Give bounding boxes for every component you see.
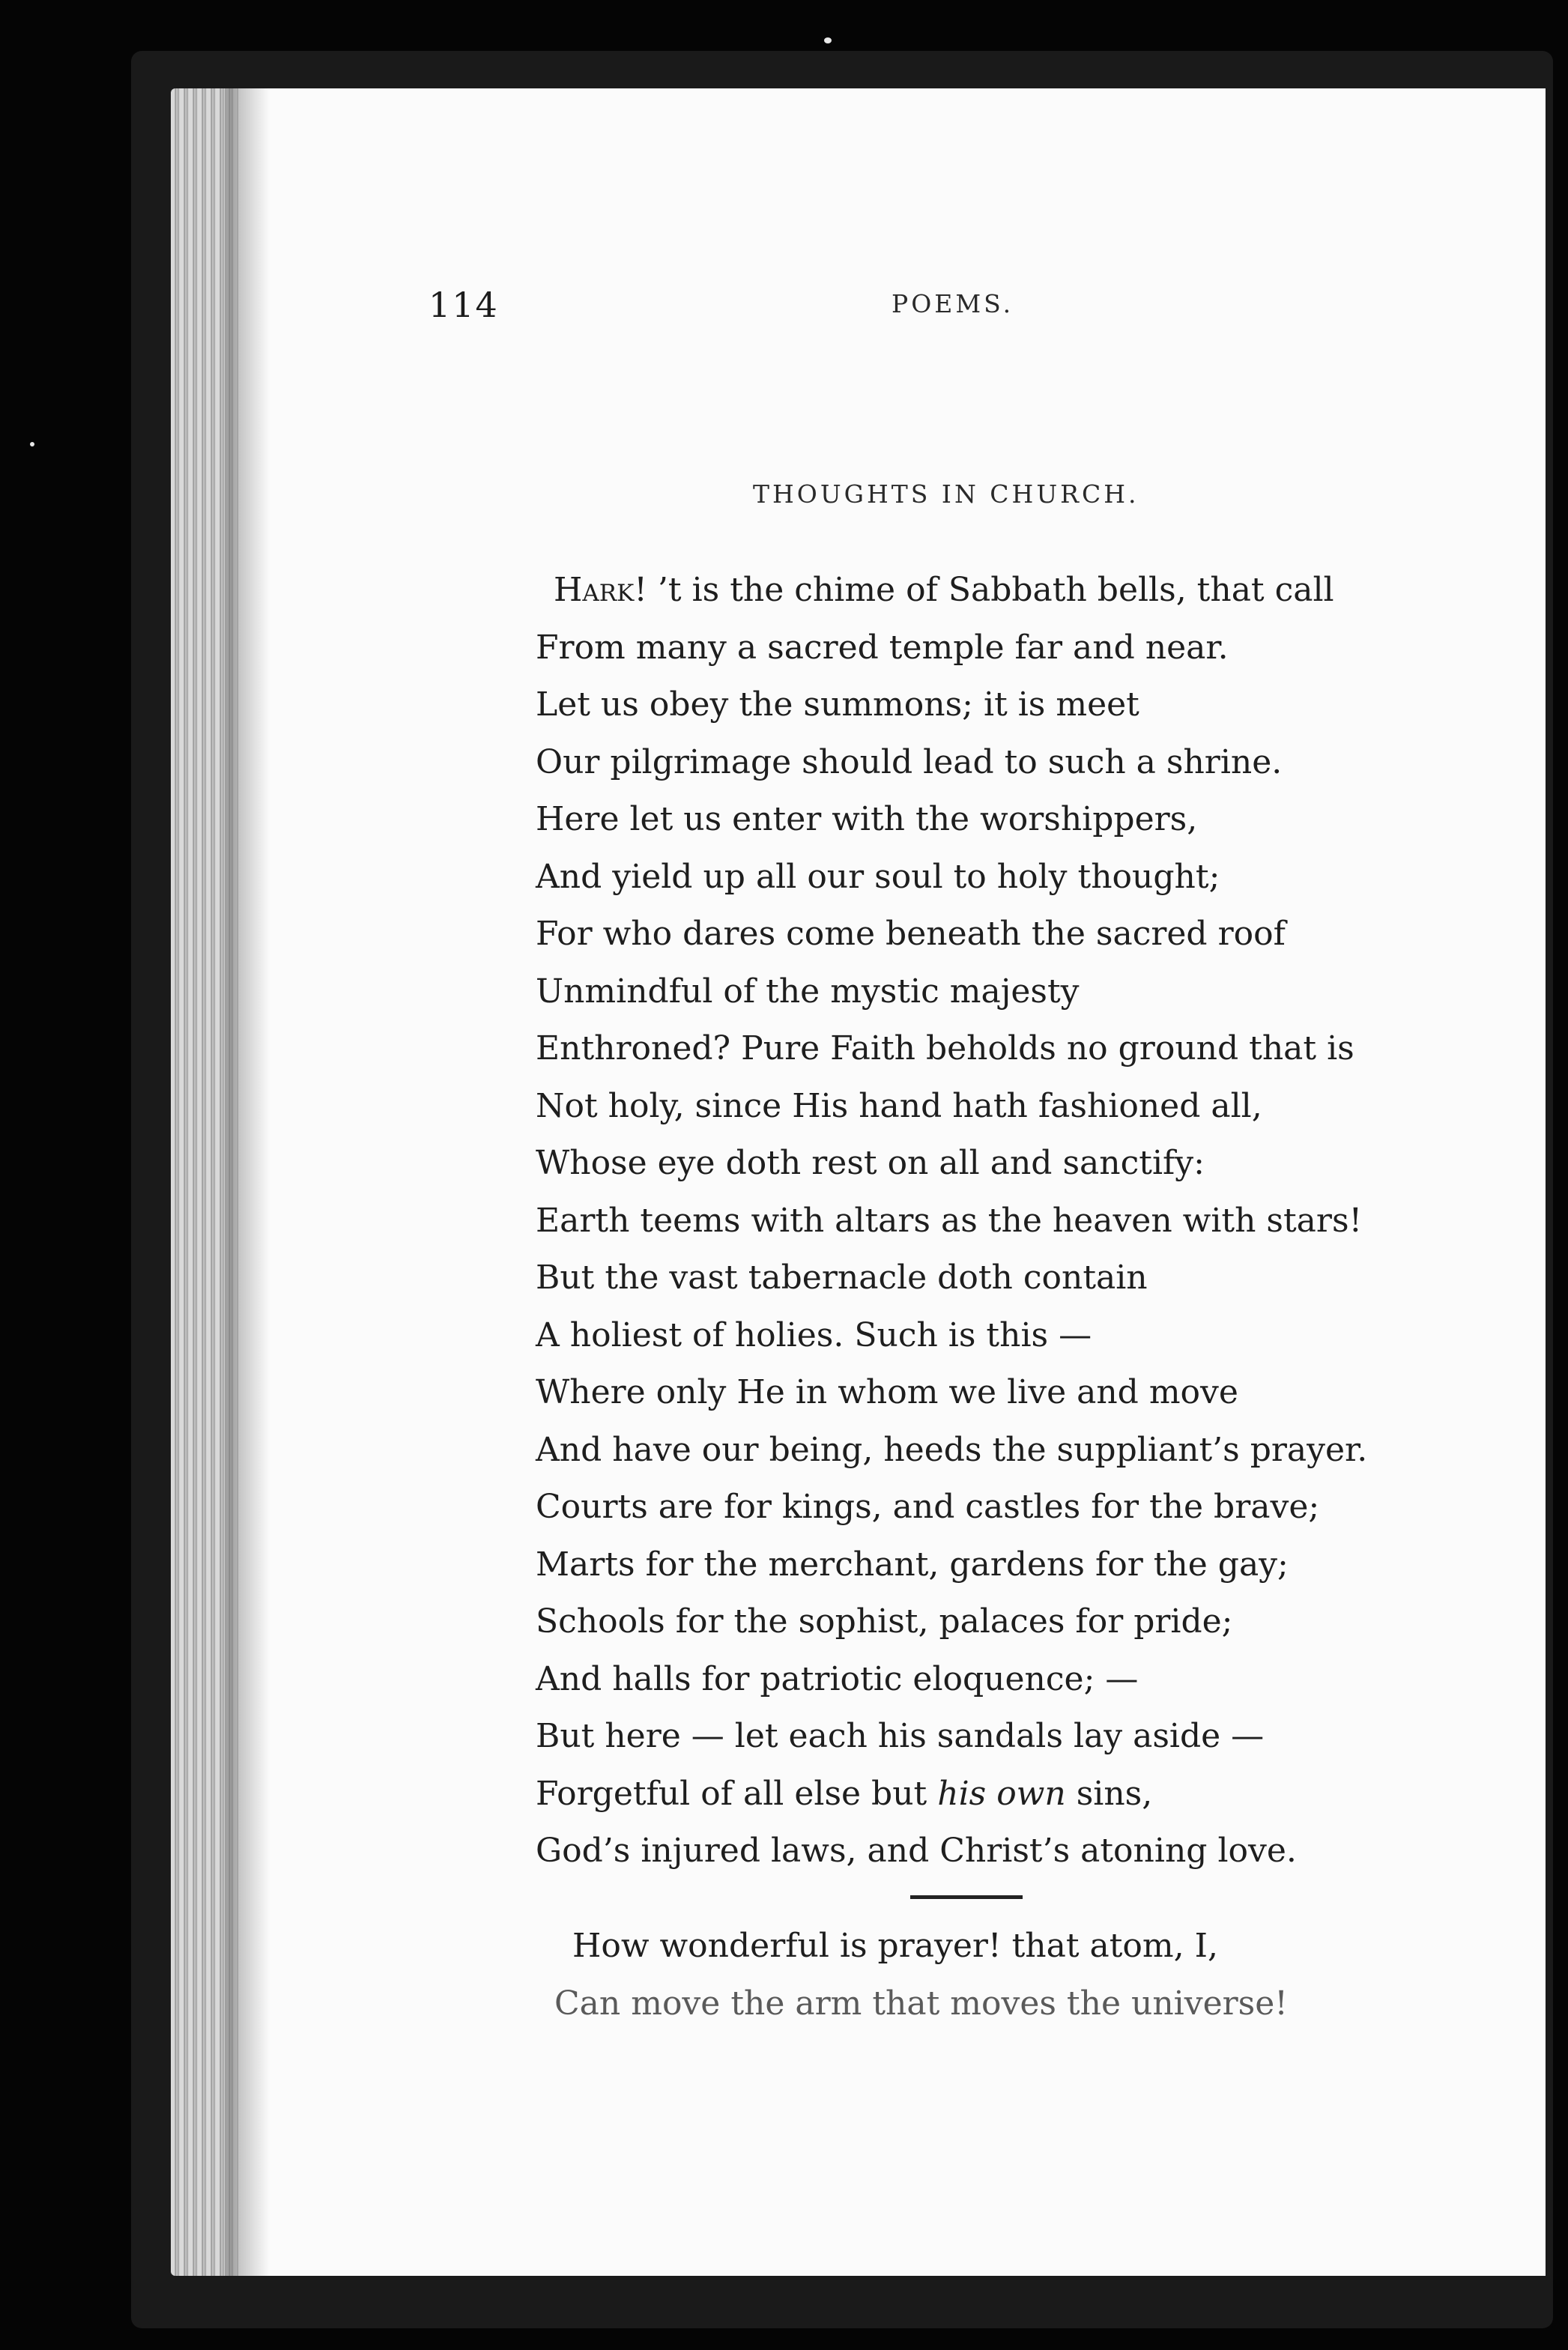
poem-line: And yield up all our soul to holy thought; <box>536 857 1220 896</box>
poem-line: Courts are for kings, and castles for the brave; <box>536 1488 1320 1526</box>
italic-emphasis: his own <box>937 1774 1066 1813</box>
poem-line: Unmindful of the mystic majesty <box>536 972 1080 1011</box>
poem-line: Schools for the sophist, palaces for pride; <box>536 1602 1233 1641</box>
poem-line <box>536 562 1472 620</box>
poem-line: But the vast tabernacle doth contain <box>536 1259 1148 1297</box>
poem-line: Here let us enter with the worshippers, <box>536 800 1198 838</box>
poem-line: How wonderful is prayer! that atom, I, <box>572 1927 1218 1965</box>
line-text: Forgetful of all else but <box>536 1774 938 1813</box>
poem-title: THOUGHTS IN CHURCH. <box>753 479 1139 509</box>
line-text: sins, <box>1065 1774 1153 1813</box>
dust-speck <box>30 442 34 446</box>
poem-body <box>536 562 1472 1880</box>
first-word: Hark <box>554 571 635 609</box>
poem-line: Can move the arm that moves the universe! <box>554 1984 1288 2023</box>
dust-speck <box>824 37 832 43</box>
page-number: 114 <box>429 285 499 325</box>
poem-line: Our pilgrimage should lead to such a shrine. <box>536 742 1283 781</box>
poem-line: Enthroned? Pure Faith beholds no ground that is <box>536 1029 1354 1068</box>
poem-line: Marts for the merchant, gardens for the gay; <box>536 1545 1289 1584</box>
poem-line: From many a sacred temple far and near. <box>536 628 1229 667</box>
poem-line: But here — let each his sandals lay aside — <box>536 1717 1265 1755</box>
poem-line: And have our being, heeds the suppliant’s prayer. <box>536 1430 1368 1469</box>
poem-line: Earth teems with altars as the heaven with stars! <box>536 1201 1363 1240</box>
gutter-shadow <box>225 88 270 2276</box>
section-divider <box>910 1895 1023 1899</box>
running-head-title: POEMS. <box>892 289 1014 318</box>
second-poem <box>554 1918 1491 2032</box>
poem-line: Let us obey the summons; it is meet <box>536 685 1139 724</box>
poem-line: And halls for patriotic eloquence; — <box>536 1659 1139 1698</box>
poem-line: Not holy, since His hand hath fashioned all, <box>536 1086 1262 1125</box>
poem-line <box>536 1766 1472 1823</box>
poem-line: A holiest of holies. Such is this — <box>536 1315 1092 1354</box>
first-line-rest: ! ’t is the chime of Sabbath bells, that call <box>634 571 1334 609</box>
poem-line: For who dares come beneath the sacred roof <box>536 915 1286 953</box>
poem-line: Where only He in whom we live and move <box>536 1373 1238 1411</box>
poem-line: Whose eye doth rest on all and sanctify: <box>536 1144 1205 1182</box>
poem-line: God’s injured laws, and Christ’s atoning love. <box>536 1832 1297 1870</box>
running-head <box>0 285 1568 330</box>
